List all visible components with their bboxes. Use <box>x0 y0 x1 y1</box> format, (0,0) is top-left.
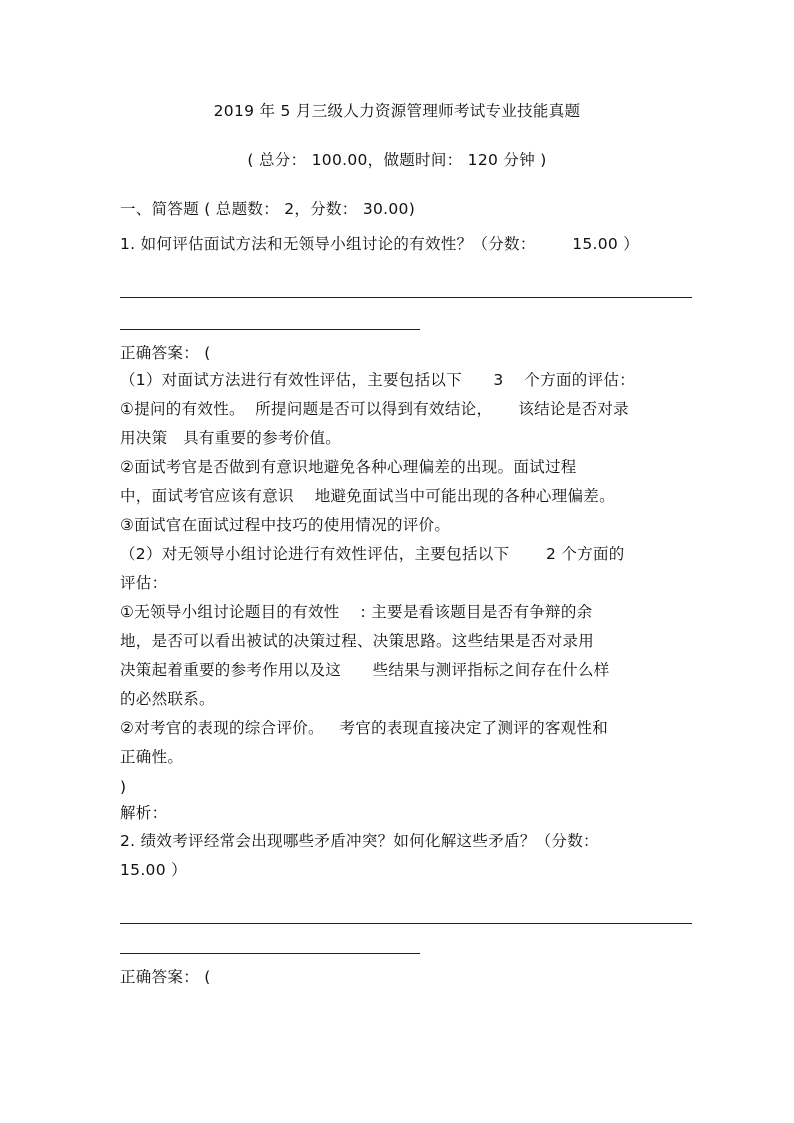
answer-line: 正确性。 <box>120 748 184 766</box>
exam-summary: ( 总分： 100.00，做题时间： 120 分钟 ) <box>247 151 547 169</box>
answer-line: 决策起着重要的参考作用以及这 些结果与测评指标之间存在什么样 <box>120 661 610 679</box>
section-heading: 一、简答题 ( 总题数： 2，分数： 30.00) <box>120 200 416 218</box>
answer-line: ③面试官在面试过程中技巧的使用情况的评价。 <box>120 516 451 534</box>
answer-label: 正确答案： ( <box>120 968 211 986</box>
answer-line-long <box>120 297 692 298</box>
answer-line: ②对考官的表现的综合评价。 考官的表现直接决定了测评的客观性和 <box>120 719 609 737</box>
page-title: 2019 年 5 月三级人力资源管理师考试专业技能真题 <box>213 102 581 120</box>
answer-line: 评估： <box>120 574 168 592</box>
answer-line: （2）对无领导小组讨论进行有效性评估，主要包括以下 2 个方面的 <box>120 545 625 563</box>
answer-label: 正确答案： ( <box>120 344 211 362</box>
analysis-label: 解析： <box>120 804 168 822</box>
answer-line: ①提问的有效性。 所提问题是否可以得到有效结论， 该结论是否对录 <box>120 400 629 418</box>
answer-line-long <box>120 923 692 924</box>
answer-line: 地，是否可以看出被试的决策过程、决策思路。这些结果是否对录用 <box>120 632 595 650</box>
answer-line-short <box>120 953 420 954</box>
answer-line: 的必然联系。 <box>120 690 215 708</box>
answer-line: 用决策 具有重要的参考价值。 <box>120 429 342 447</box>
question-2: 2. 绩效考评经常会出现哪些矛盾冲突？如何化解这些矛盾？（分数： <box>120 832 599 850</box>
question-1: 1. 如何评估面试方法和无领导小组讨论的有效性？（分数： 15.00 ） <box>120 235 640 253</box>
answer-line-short <box>120 329 420 330</box>
answer-line: ①无领导小组讨论题目的有效性 : 主要是看该题目是否有争辩的余 <box>120 603 593 621</box>
answer-close: ) <box>120 778 127 796</box>
answer-line: （1）对面试方法进行有效性评估，主要包括以下 3 个方面的评估： <box>120 371 635 389</box>
answer-line: 中，面试考官应该有意识 地避免面试当中可能出现的各种心理偏差。 <box>120 487 615 505</box>
question-2-score: 15.00 ） <box>120 861 187 879</box>
answer-line: ②面试考官是否做到有意识地避免各种心理偏差的出现。面试过程 <box>120 458 577 476</box>
